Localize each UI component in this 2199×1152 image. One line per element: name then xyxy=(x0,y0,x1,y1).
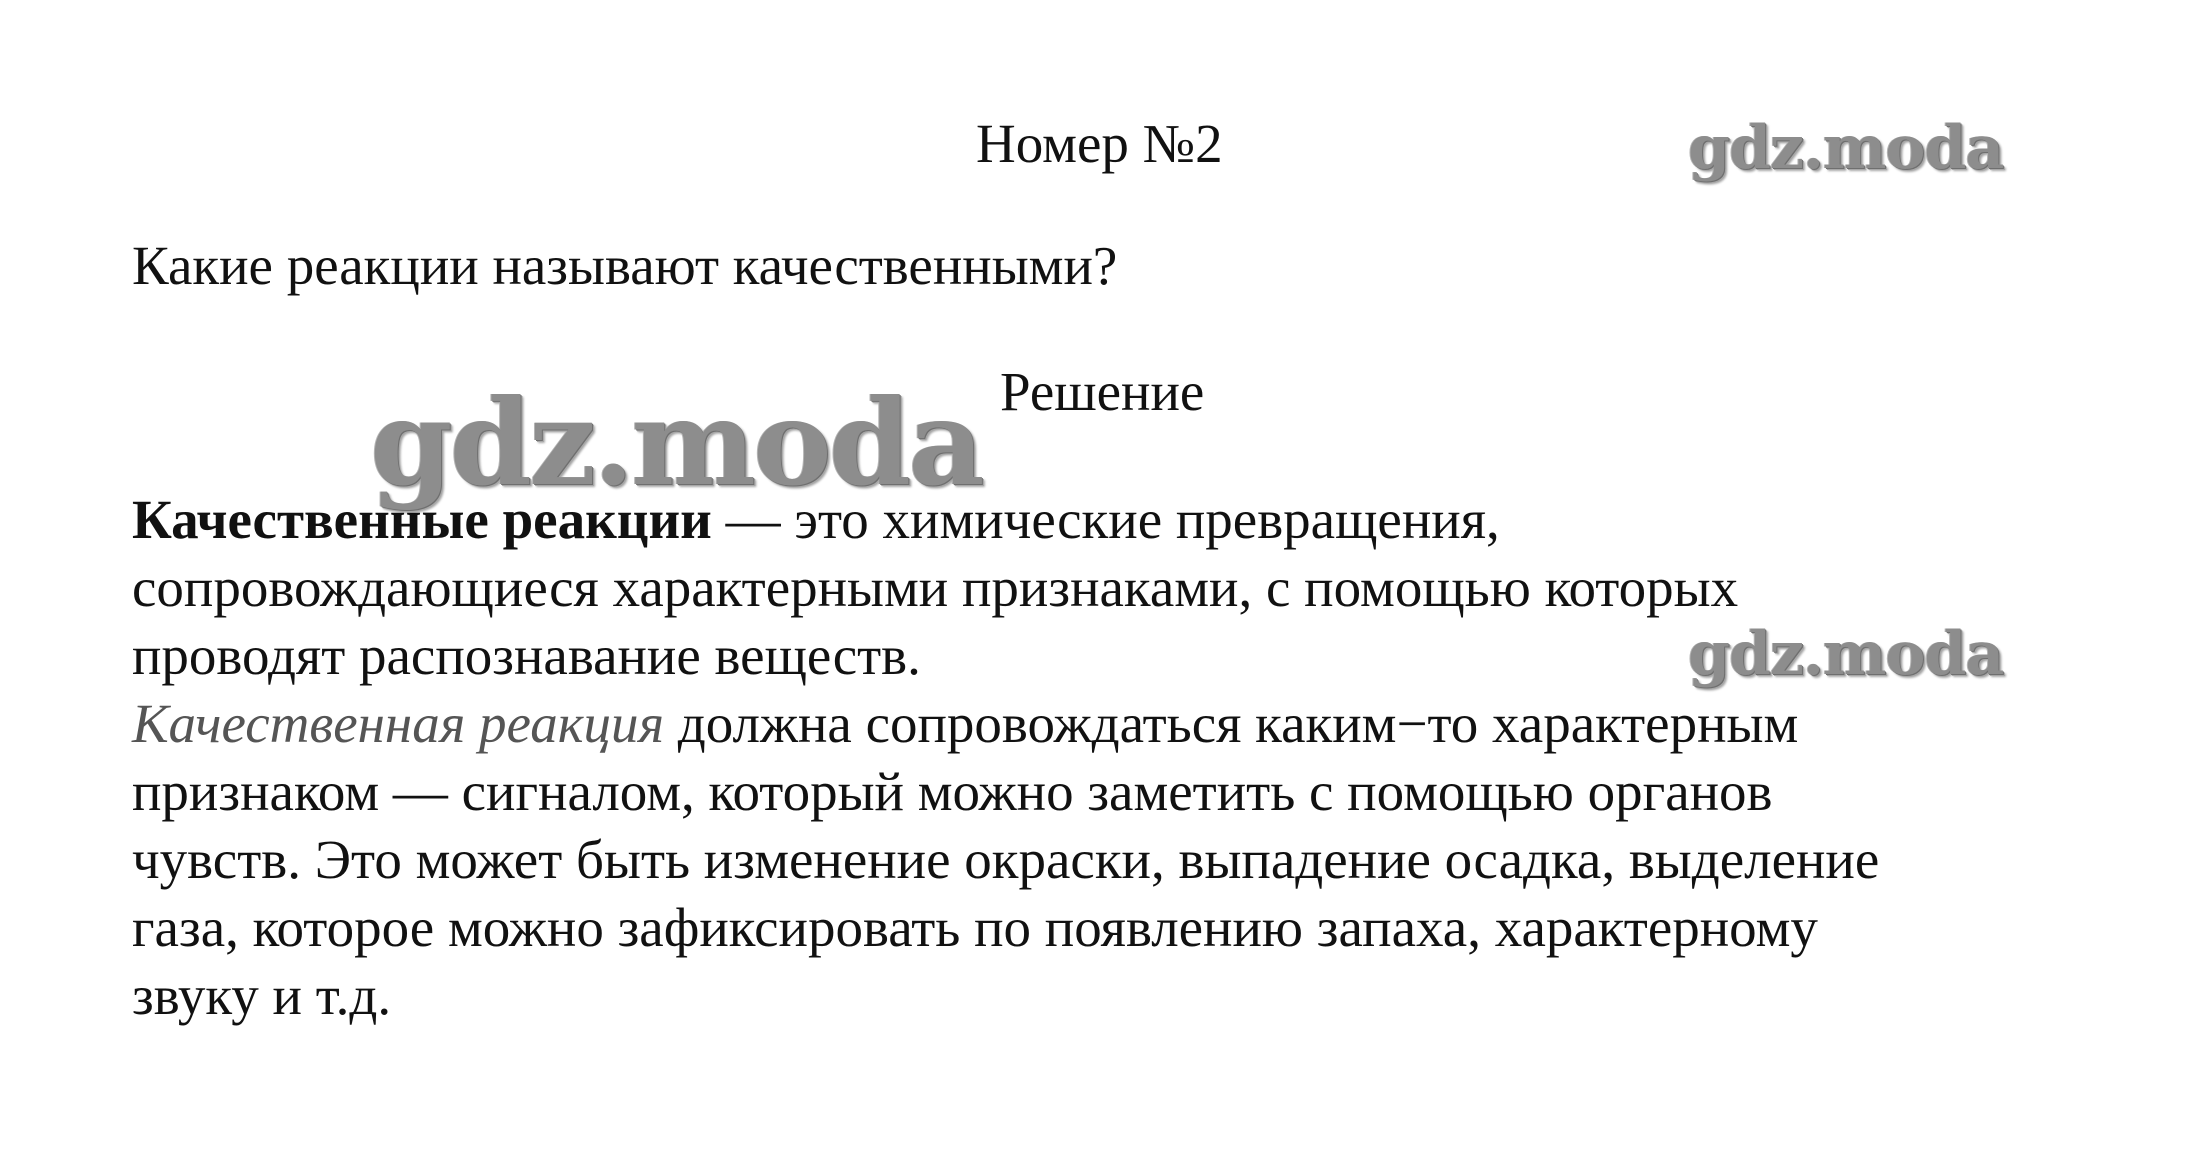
answer-line: звуку и т.д. xyxy=(132,965,392,1026)
term-italic: Качественная реакция xyxy=(132,693,665,754)
page-title: Номер №2 xyxy=(976,113,1223,174)
answer-line: признаком — сигналом, который можно заметить с помощью органов xyxy=(132,761,1773,822)
answer-body xyxy=(132,486,2172,1030)
question-text: Какие реакции называют качественными? xyxy=(132,235,1118,296)
answer-line xyxy=(132,690,2172,758)
answer-line: чувств. Это может быть изменение окраски, выпадение осадка, выделение xyxy=(132,829,1880,890)
answer-line-text: должна сопровождаться каким−то характерным xyxy=(664,693,1799,754)
answer-line-text: — это химические превращения, xyxy=(711,489,1500,550)
watermark-logo-top: gdz.moda xyxy=(1688,113,2004,183)
solution-heading: Решение xyxy=(1000,361,1205,422)
answer-line: сопровождающиеся характерными признаками, с помощью которых xyxy=(132,557,1739,618)
answer-line: проводят распознавание веществ. xyxy=(132,625,921,686)
answer-line: газа, которое можно зафиксировать по появлению запаха, характерному xyxy=(132,897,1818,958)
watermark-logo-middle: gdz.moda xyxy=(1688,619,2004,689)
watermark-logo-large: gdz.moda xyxy=(370,373,982,512)
term-bold: Качественные реакции xyxy=(132,489,712,550)
